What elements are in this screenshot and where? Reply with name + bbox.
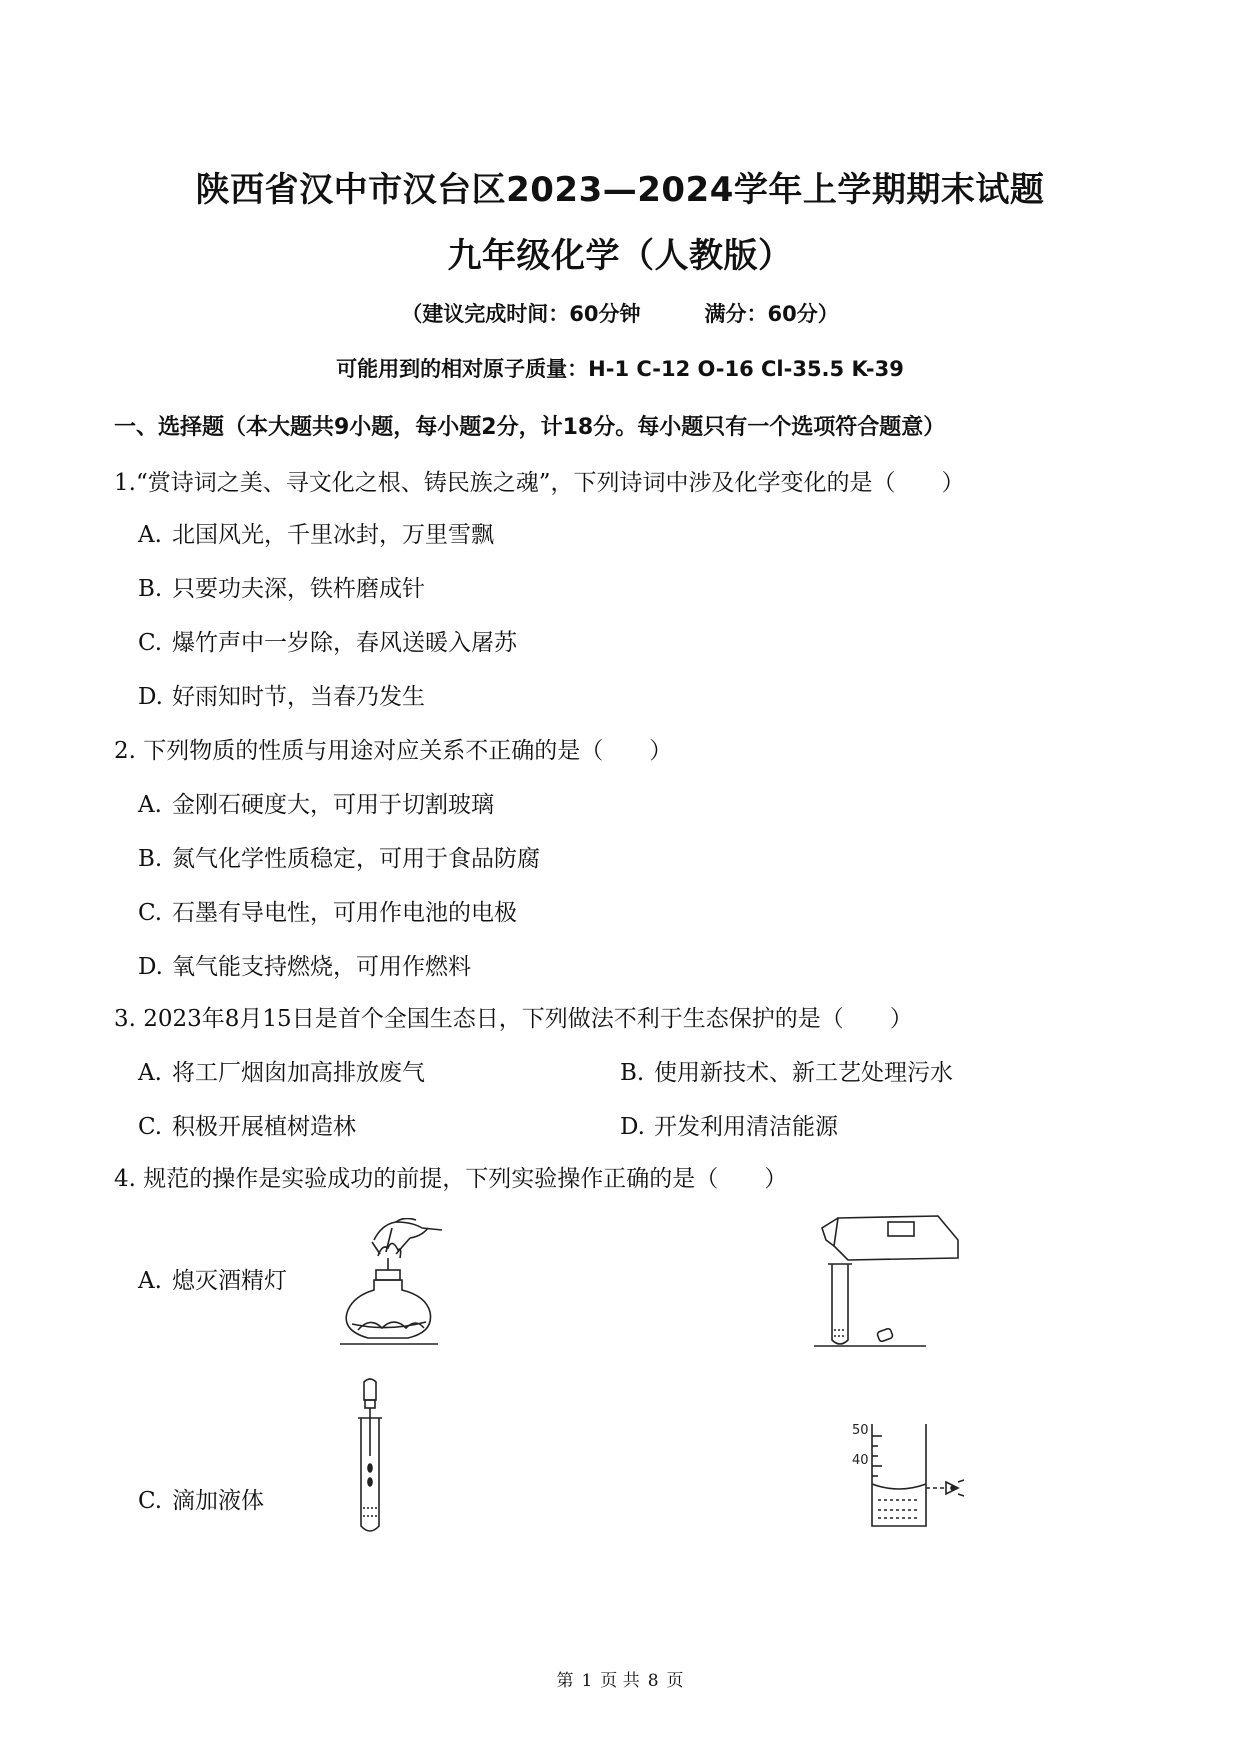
option-label: C. — [138, 1488, 163, 1514]
option-label: A. — [138, 522, 162, 548]
q2-option-a — [138, 786, 494, 819]
q4-option-c — [138, 1482, 264, 1515]
cylinder-label-mid: 40 — [852, 1453, 869, 1468]
option-text: 将工厂烟囱加高排放废气 — [172, 1060, 425, 1086]
option-text: 熄灭酒精灯 — [172, 1268, 287, 1294]
option-text: 氮气化学性质稳定，可用于食品防腐 — [172, 846, 540, 872]
question-2-stem: 2. 下列物质的性质与用途对应关系不正确的是（ ） — [114, 738, 673, 764]
option-text: 使用新技术、新工艺处理污水 — [654, 1060, 953, 1086]
option-text: 开发利用清洁能源 — [654, 1114, 838, 1140]
option-label: B. — [138, 846, 163, 872]
dropper-figure — [345, 1378, 395, 1538]
option-text: 只要功夫深，铁杵磨成针 — [172, 576, 425, 602]
option-label: D. — [620, 1114, 645, 1140]
option-label: B. — [138, 576, 163, 602]
pouring-liquid-figure — [808, 1206, 968, 1356]
option-label: C. — [138, 900, 163, 926]
score-info: 满分：60分） — [704, 302, 839, 326]
exam-subtitle: 九年级化学（人教版） — [447, 236, 793, 276]
option-label: B. — [620, 1060, 645, 1086]
question-1-stem: 1.“赏诗词之美、寻文化之根、铸民族之魂”，下列诗词中涉及化学变化的是（ ） — [114, 470, 965, 496]
option-text: 氧气能支持燃烧，可用作燃料 — [172, 954, 471, 980]
page-footer — [0, 1666, 1240, 1691]
footer-mid: 页 共 — [600, 1671, 640, 1691]
option-label: A. — [138, 1268, 162, 1294]
option-label: A. — [138, 1060, 162, 1086]
option-text: 滴加液体 — [172, 1488, 264, 1514]
q2-option-b — [138, 840, 540, 873]
q3-option-d — [620, 1108, 838, 1141]
q4-option-a — [138, 1262, 287, 1295]
q3-option-c — [138, 1108, 356, 1141]
cylinder-label-top: 50 — [852, 1423, 869, 1438]
time-info: （建议完成时间：60分钟 — [401, 302, 641, 326]
option-label: D. — [138, 684, 163, 710]
section-heading: 一、选择题（本大题共9小题，每小题2分，计18分。每小题只有一个选项符合题意） — [114, 415, 946, 440]
footer-suffix: 页 — [666, 1671, 684, 1691]
q2-option-d — [138, 948, 471, 981]
footer-total-pages: 8 — [647, 1671, 659, 1691]
q1-option-c — [138, 624, 517, 657]
question-4-stem: 4. 规范的操作是实验成功的前提，下列实验操作正确的是（ ） — [114, 1166, 788, 1192]
footer-current-page: 1 — [581, 1671, 593, 1691]
q1-option-b — [138, 570, 425, 603]
option-label: D. — [138, 954, 163, 980]
exam-meta — [0, 298, 1240, 328]
option-text: 石墨有导电性，可用作电池的电极 — [172, 900, 517, 926]
question-3-stem: 3. 2023年8月15日是首个全国生态日，下列做法不利于生态保护的是（ ） — [114, 1006, 913, 1032]
option-label: A. — [138, 792, 162, 818]
option-text: 好雨知时节，当春乃发生 — [172, 684, 425, 710]
option-text: 爆竹声中一岁除，春风送暖入屠苏 — [172, 630, 517, 656]
q3-option-b — [620, 1054, 953, 1087]
q1-option-d — [138, 678, 425, 711]
atomic-masses: 可能用到的相对原子质量：H-1 C-12 O-16 Cl-35.5 K-39 — [336, 357, 904, 381]
q1-option-a — [138, 516, 494, 549]
option-text: 北国风光，千里冰封，万里雪飘 — [172, 522, 494, 548]
q2-option-c — [138, 894, 517, 927]
option-label: C. — [138, 1114, 163, 1140]
option-text: 积极开展植树造林 — [172, 1114, 356, 1140]
q3-option-a — [138, 1054, 425, 1087]
option-label: C. — [138, 630, 163, 656]
exam-title: 陕西省汉中市汉台区2023—2024学年上学期期末试题 — [195, 170, 1045, 210]
alcohol-lamp-figure — [330, 1218, 450, 1358]
option-text: 金刚石硬度大，可用于切割玻璃 — [172, 792, 494, 818]
footer-prefix: 第 — [556, 1671, 574, 1691]
graduated-cylinder-figure — [842, 1412, 972, 1532]
